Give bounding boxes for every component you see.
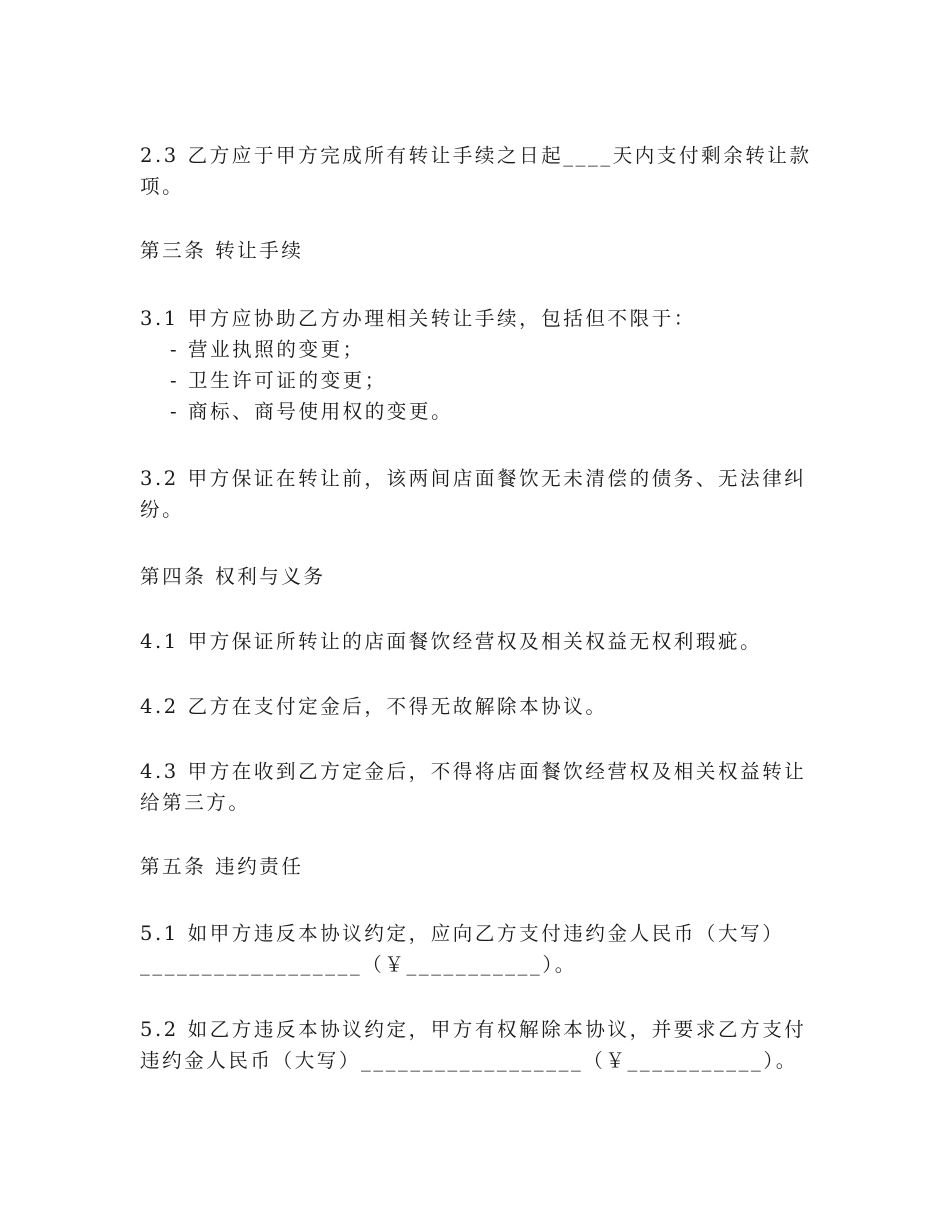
list-item: - 营业执照的变更； — [170, 338, 365, 361]
clause-5-2-line-2: 违约金人民币（大写）__________________（￥___________）。 — [140, 1049, 798, 1072]
article-4-heading — [140, 561, 810, 592]
list-item: - 卫生许可证的变更； — [170, 369, 387, 392]
clause-5-1-line-1: 5.1 如甲方违反本协议约定，应向乙方支付违约金人民币（大写） — [140, 922, 785, 945]
article-5-heading-text: 第五条 违约责任 — [140, 855, 304, 878]
clause-4-2-text: 4.2 乙方在支付定金后，不得无故解除本协议。 — [140, 695, 608, 718]
clause-2-3-line-2: 项。 — [140, 175, 185, 198]
article-3-heading-text: 第三条 转让手续 — [140, 239, 304, 262]
clause-4-1 — [140, 626, 810, 657]
list-item: - 商标、商号使用权的变更。 — [170, 400, 454, 423]
clause-4-3-line-1: 4.3 甲方在收到乙方定金后，不得将店面餐饮经营权及相关权益转让 — [140, 760, 807, 783]
clause-4-2 — [140, 691, 810, 722]
article-4-heading-text: 第四条 权利与义务 — [140, 565, 326, 588]
article-5-heading — [140, 851, 810, 882]
clause-2-3-line-1: 2.3 乙方应于甲方完成所有转让手续之日起____天内支付剩余转让款 — [140, 144, 812, 167]
clause-5-1-line-2: __________________（￥___________）。 — [140, 953, 577, 976]
clause-2-3 — [140, 140, 810, 202]
article-3-heading — [140, 235, 810, 266]
clause-5-2 — [140, 1014, 810, 1076]
clause-4-3 — [140, 756, 810, 818]
clause-3-2 — [140, 463, 810, 525]
clause-3-2-line-2: 纷。 — [140, 498, 185, 521]
clause-3-1-intro: 3.1 甲方应协助乙方办理相关转让手续，包括但不限于： — [140, 307, 696, 330]
clause-5-2-line-1: 5.2 如乙方违反本协议约定，甲方有权解除本协议，并要求乙方支付 — [140, 1018, 807, 1041]
clause-4-3-line-2: 给第三方。 — [140, 791, 251, 814]
clause-3-1 — [140, 303, 810, 427]
clause-3-2-line-1: 3.2 甲方保证在转让前，该两间店面餐饮无未清偿的债务、无法律纠 — [140, 467, 807, 490]
clause-4-1-text: 4.1 甲方保证所转让的店面餐饮经营权及相关权益无权利瑕疵。 — [140, 630, 763, 653]
clause-5-1 — [140, 918, 810, 980]
